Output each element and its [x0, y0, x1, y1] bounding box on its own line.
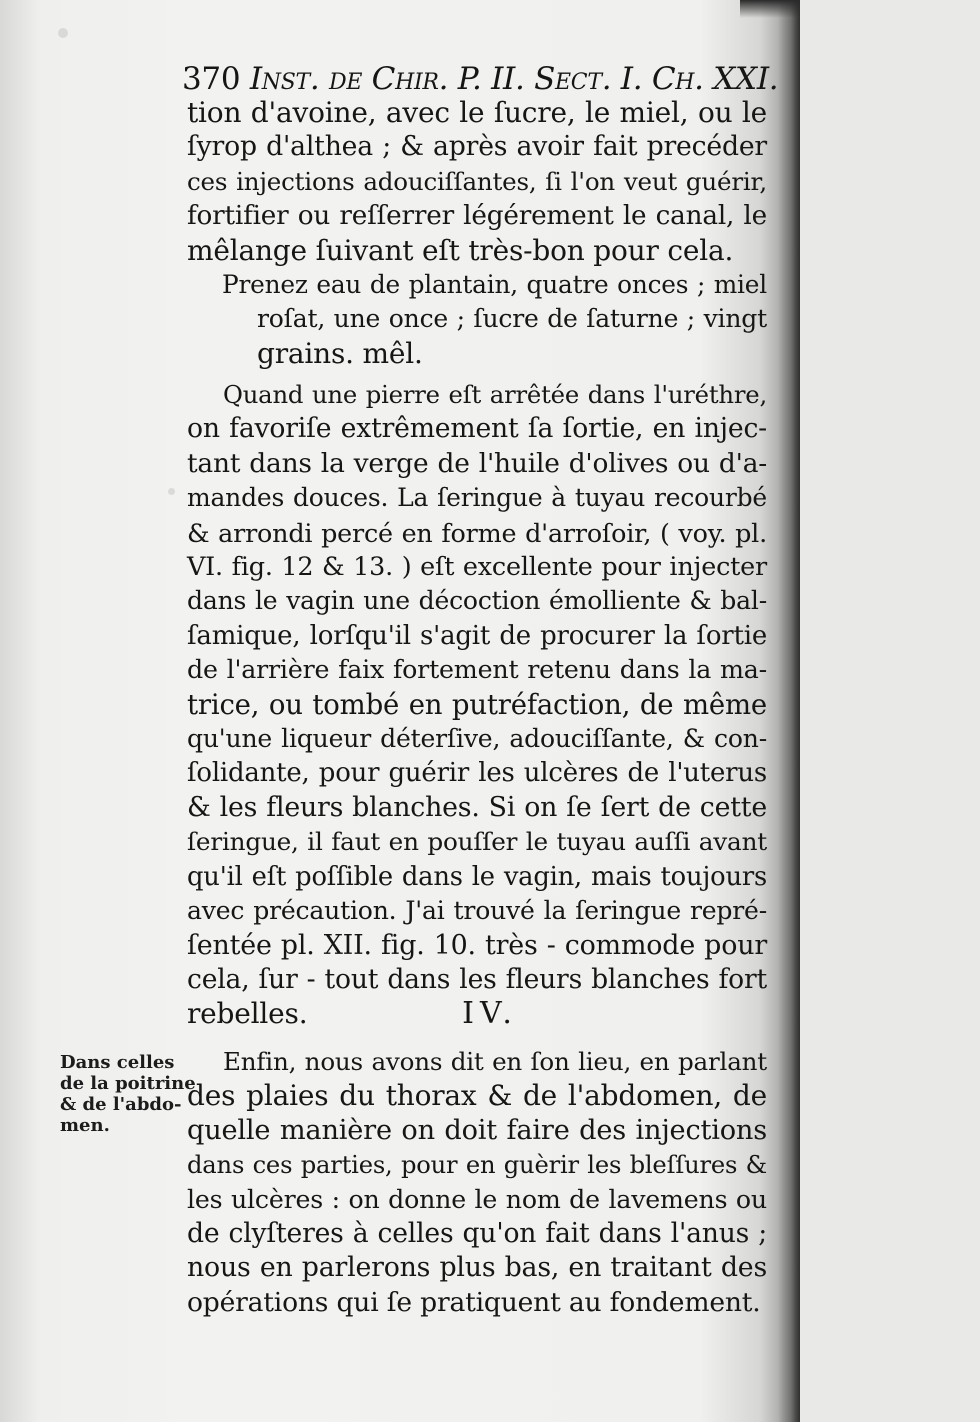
text-line: mêlange ſuivant eſt très-bon pour cela. [187, 233, 734, 267]
text-line: cela, ſur - tout dans les fleurs blanches fort [187, 963, 767, 995]
paragraph-1 [187, 96, 767, 268]
text-line: & arrondi percé en forme d'arroſoir, ( voy. pl. [187, 517, 767, 548]
text-line: ſeringue, il faut en pouſſer le tuyau auſſi avant [187, 827, 767, 857]
paragraph-2 [187, 378, 767, 1032]
text-line: Enfin, nous avons dit en ſon lieu, en parlant [223, 1047, 767, 1076]
running-title: Inst. de Chir. P. II. Sect. I. Ch. XXI. [249, 61, 779, 97]
text-line: grains. mêl. [257, 336, 423, 370]
text-line: de clyſteres à celles qu'on fait dans l'anus ; [187, 1218, 767, 1250]
paper-spot [58, 28, 68, 38]
margin-note-line: de la poitrine [60, 1073, 196, 1094]
page-number: 370 [182, 61, 241, 97]
text-line: & les fleurs blanches. Si on ſe ſert de cette [187, 791, 767, 823]
text-line: les ulcères : on donne le nom de lavemens ou [187, 1184, 767, 1214]
section-heading: IV. [462, 996, 518, 1031]
text-line: ſamique, lorſqu'il s'agit de procurer la ſortie [187, 620, 767, 651]
text-line: tant dans la verge de l'huile d'olives ou d'a- [187, 447, 767, 479]
text-line: VI. fig. 12 & 13. ) eſt excellente pour injecter [187, 552, 767, 583]
text-line: qu'une liqueur déterſive, adouciſſante, & con- [187, 724, 767, 754]
text-line: trice, ou tombé en putréfaction, de même [187, 688, 767, 721]
margin-note [60, 1052, 196, 1136]
text-line: avec précaution. J'ai trouvé la ſeringue repré- [187, 896, 767, 926]
text-line: ſyrop d'althea ; & après avoir fait precéder [187, 131, 767, 163]
text-line: dans ces parties, pour en guèrir les bleſſures & [187, 1151, 767, 1180]
text-line: Quand une pierre eſt arrêtée dans l'uréthre, [223, 380, 767, 409]
recipe-block [222, 268, 767, 371]
text-line: des plaies du thorax & de l'abdomen, de [187, 1079, 767, 1113]
text-line: ſentée pl. XII. fig. 10. très - commode pour [187, 929, 767, 961]
paragraph-3 [187, 1045, 767, 1320]
text-line: quelle manière on doit faire des injections [187, 1114, 767, 1146]
text-line: Prenez eau de plantain, quatre onces ; miel [222, 270, 767, 299]
text-line: opérations qui ſe pratiquent au fondement. [187, 1286, 761, 1318]
text-line: ces injections adouciſſantes, ſi l'on veut guérir, [187, 166, 767, 196]
text-line: nous en parlerons plus bas, en traitant des [187, 1252, 767, 1284]
text-line: mandes douces. La ſeringue à tuyau recourbé [187, 483, 767, 513]
text-line: ſolidante, pour guérir les ulcères de l'uterus [187, 758, 767, 789]
running-header [182, 60, 779, 98]
text-line: qu'il eſt poſſible dans le vagin, mais toujours [187, 861, 767, 892]
text-line: roſat, une once ; ſucre de ſaturne ; vingt [257, 304, 767, 334]
page-binding-shadow [778, 0, 800, 1422]
text-line: dans le vagin une décoction émolliente & bal- [187, 586, 767, 616]
text-line: rebelles. [187, 997, 308, 1031]
text-line: tion d'avoine, avec le ſucre, le miel, ou le [187, 96, 767, 129]
page-corner-shadow [740, 0, 800, 18]
paper-spot [168, 488, 175, 495]
text-line: on favoriſe extrêmement ſa ſortie, en injec- [187, 413, 767, 445]
margin-note-line: & de l'abdo- [60, 1094, 182, 1115]
text-line: fortifier ou reſſerrer légérement le canal, le [187, 201, 767, 232]
text-line: de l'arrière faix fortement retenu dans la ma- [187, 655, 767, 685]
margin-note-line: Dans celles [60, 1052, 175, 1073]
margin-note-line: men. [60, 1115, 110, 1136]
